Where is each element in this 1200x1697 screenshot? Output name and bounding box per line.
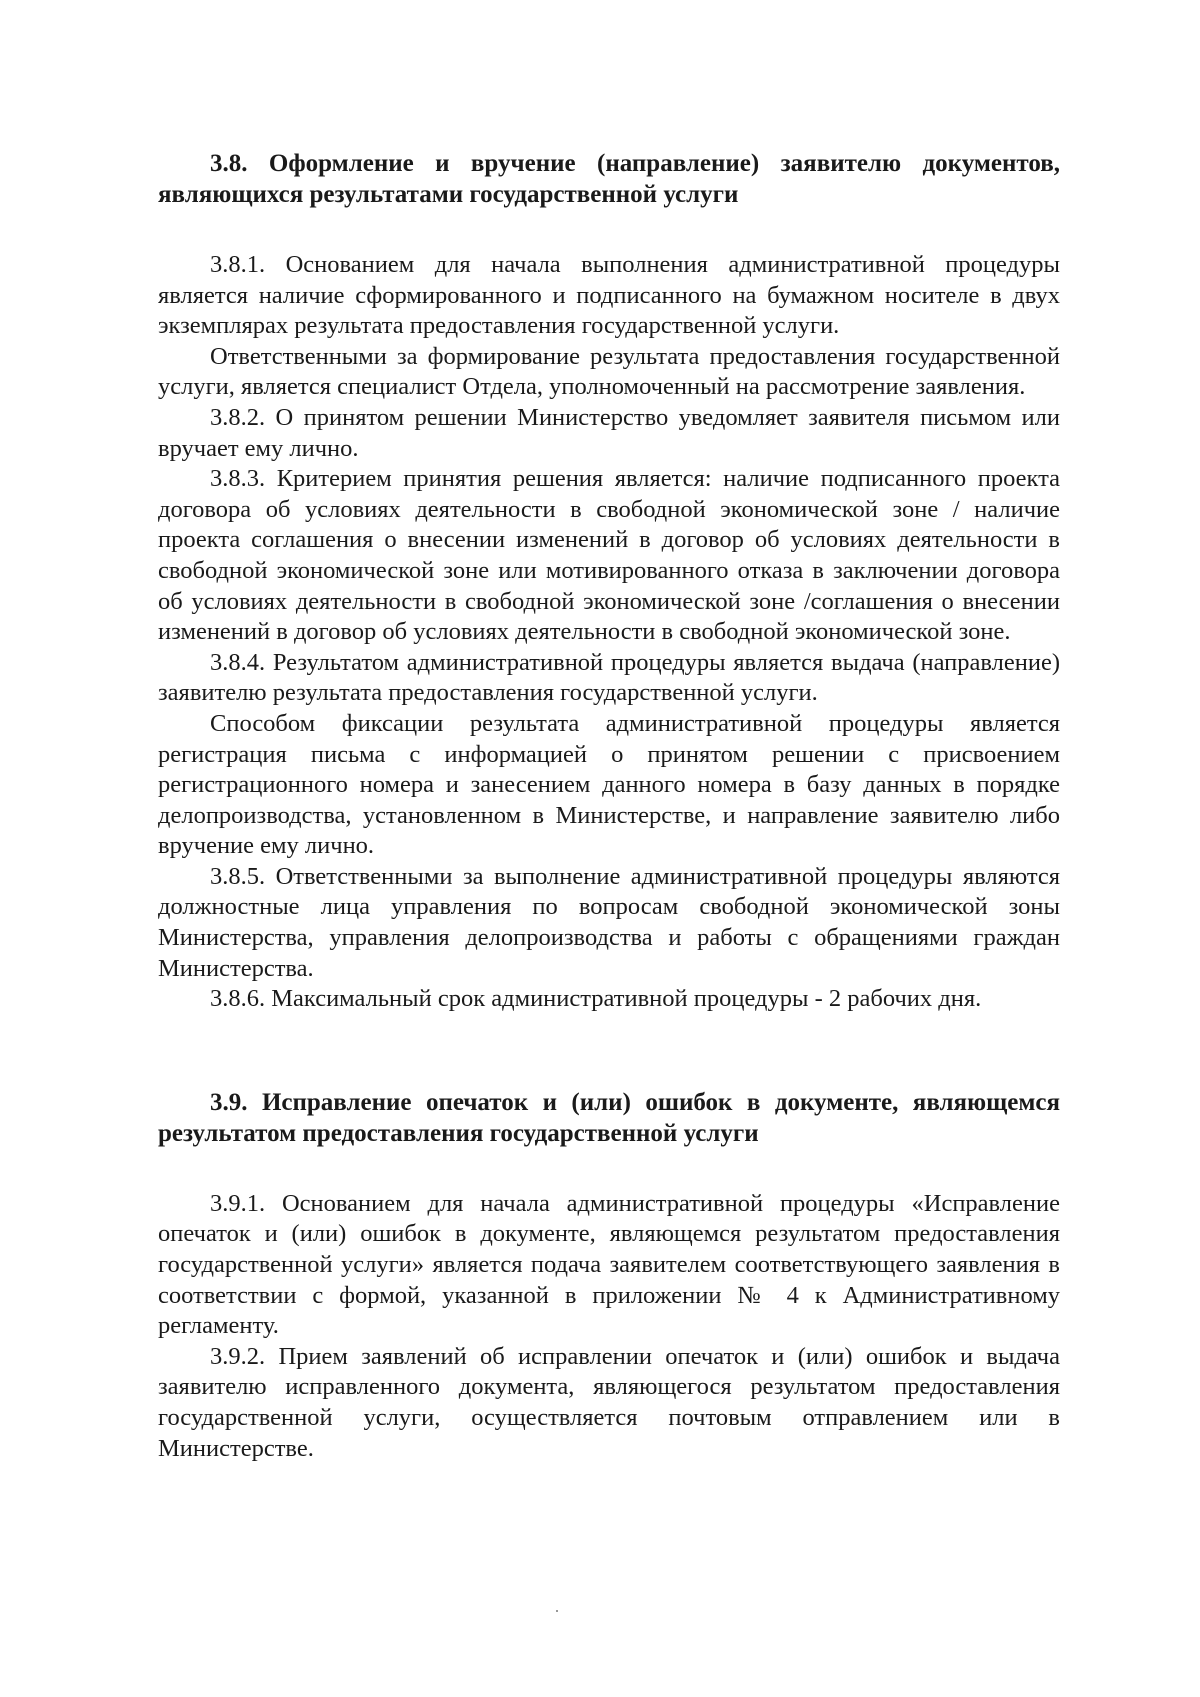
spacer bbox=[158, 1149, 1060, 1189]
paragraph-3-8-3: 3.8.3. Критерием принятия решения является: наличие подписанного проекта договора об условиях деятельности в свободной экономической зоне / наличие проекта соглашения о внесении изменений в договор об условиях деятельности в свободной экономической зоне или мотивированного отказа в заключении договора об условиях деятельности в свободной экономической зоне /соглашения о внесении изменений в договор об условиях деятельности в свободной экономической зоне. bbox=[158, 465, 1060, 646]
spacer bbox=[158, 1015, 1060, 1087]
paragraph-3-8-2: 3.8.2. О принятом решении Министерство уведомляет заявителя письмом или вручает ему лично. bbox=[158, 403, 1060, 462]
scan-dot bbox=[556, 1610, 558, 1612]
paragraph-3-8-4: 3.8.4. Результатом административной процедуры является выдача (направление) заявителю результата предоставления государственной услуги. bbox=[158, 648, 1060, 707]
paragraph-3-8-5: 3.8.5. Ответственными за выполнение административной процедуры являются должностные лица управления по вопросам свободной экономической зоны Министерства, управления делопроизводства и работы с обращениями граждан Министерства. bbox=[158, 862, 1060, 982]
document-body bbox=[158, 148, 1060, 1464]
paragraph-3-8-1-responsible: Ответственными за формирование результата предоставления государственной услуги, является специалист Отдела, уполномоченный на рассмотрение заявления. bbox=[158, 342, 1060, 401]
spacer bbox=[158, 210, 1060, 250]
paragraph-3-9-1: 3.9.1. Основанием для начала административной процедуры «Исправление опечаток и (или) ошибок в документе, являющемся результатом предоставления государственной услуги» является подача заявителем соответствующего заявления в соответствии с формой, указанной в приложении № 4 к Административному регламенту. bbox=[158, 1189, 1060, 1340]
section-3-8-heading: 3.8. Оформление и вручение (направление) заявителю документов, являющихся результатами государственной услуги bbox=[158, 150, 1060, 208]
paragraph-3-8-1: 3.8.1. Основанием для начала выполнения административной процедуры является наличие сформированного и подписанного на бумажном носителе в двух экземплярах результата предоставления государственной услуги. bbox=[158, 251, 1060, 340]
paragraph-3-8-4-fixation: Способом фиксации результата административной процедуры является регистрация письма с информацией о принятом решении с присвоением регистрационного номера и занесением данного номера в базу данных в порядке делопроизводства, установленном в Министерстве, и направление заявителю либо вручение ему лично. bbox=[158, 709, 1060, 860]
paragraph-3-8-6: 3.8.6. Максимальный срок административной процедуры - 2 рабочих дня. bbox=[210, 985, 982, 1013]
section-3-9-heading: 3.9. Исправление опечаток и (или) ошибок в документе, являющемся результатом предоставления государственной услуги bbox=[158, 1088, 1060, 1147]
paragraph-3-9-2: 3.9.2. Прием заявлений об исправлении опечаток и (или) ошибок и выдача заявителю исправленного документа, являющегося результатом предоставления государственной услуги, осуществляется почтовым отправлением или в Министерстве. bbox=[158, 1342, 1060, 1462]
